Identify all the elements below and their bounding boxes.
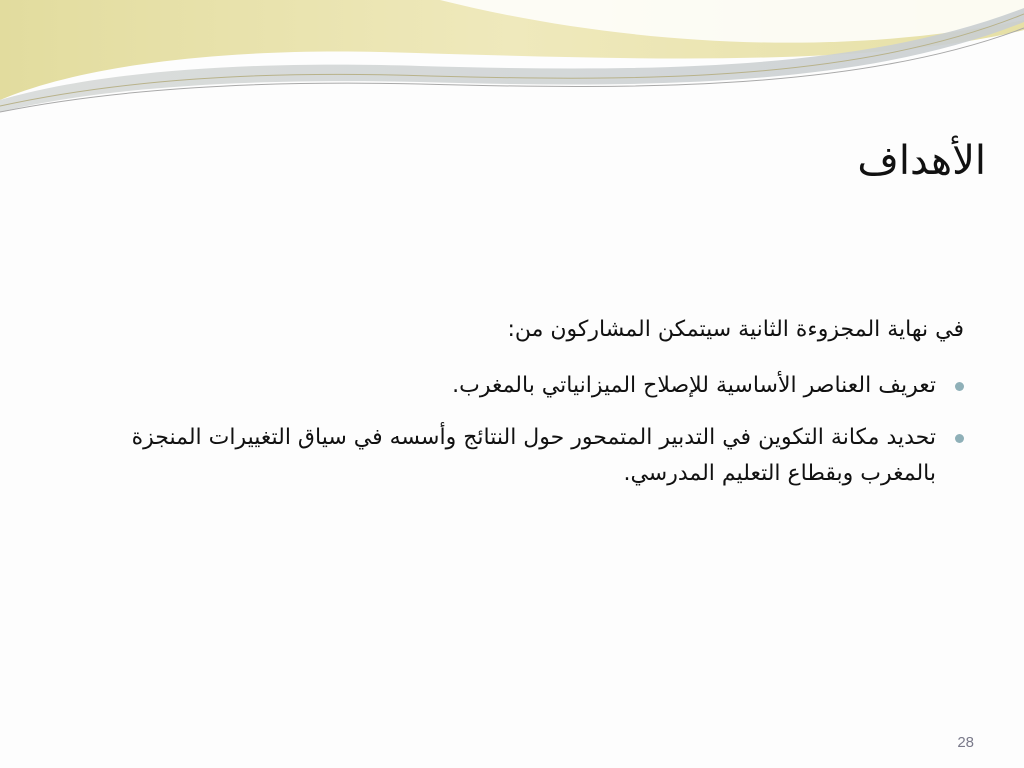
bullet-item bbox=[64, 420, 964, 492]
slide-body bbox=[64, 312, 964, 508]
slide-title: الأهداف bbox=[857, 138, 986, 184]
bullet-list bbox=[64, 368, 964, 492]
bullet-item bbox=[64, 368, 964, 404]
intro-text: في نهاية المجزوءة الثانية سيتمكن المشاركون من: bbox=[507, 317, 964, 342]
bullet-dot-icon bbox=[955, 434, 964, 443]
slide-number: 28 bbox=[957, 734, 974, 751]
bullet-dot-icon bbox=[955, 382, 964, 391]
bullet-text: تحديد مكانة التكوين في التدبير المتمحور حول النتائج وأسسه في سياق التغييرات المنجزة بالمغرب وبقطاع التعليم المدرسي. bbox=[131, 425, 936, 486]
header-swoosh-decoration bbox=[0, 0, 1024, 130]
bullet-text: تعريف العناصر الأساسية للإصلاح الميزانياتي بالمغرب. bbox=[452, 373, 936, 398]
